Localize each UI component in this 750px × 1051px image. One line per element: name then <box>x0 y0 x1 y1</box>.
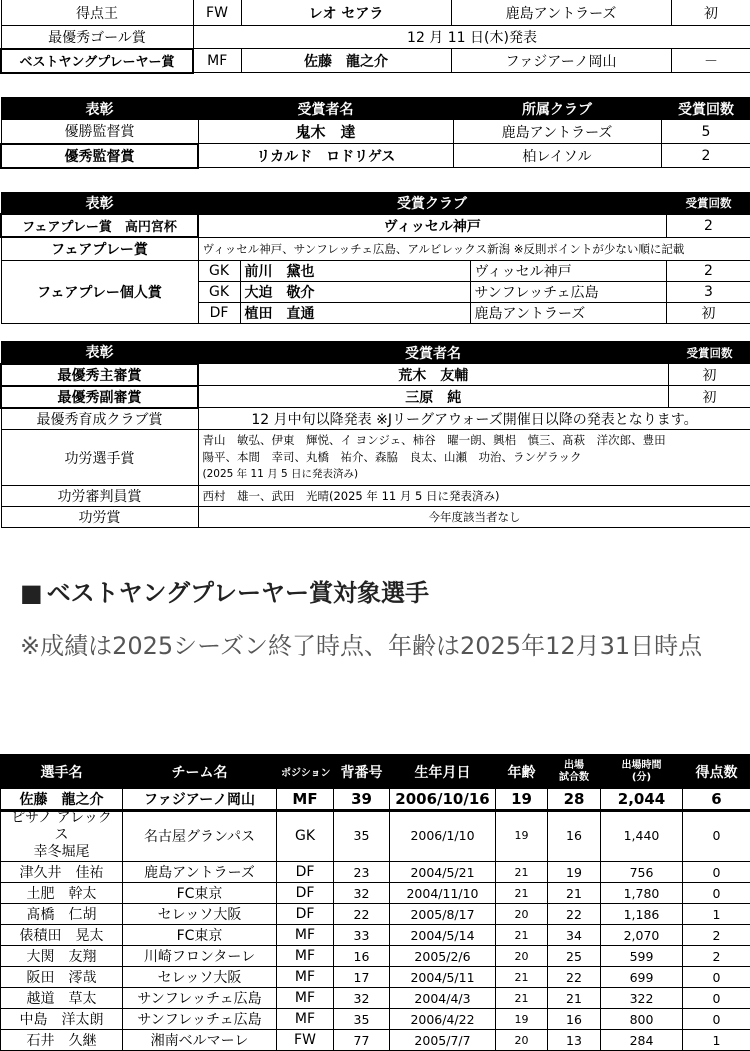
goals: 2 <box>683 925 750 946</box>
recipient-name: 三原 純 <box>198 386 668 408</box>
goals: 1 <box>683 1030 750 1051</box>
award-count: － <box>671 49 750 73</box>
team-name: サンフレッチェ広島 <box>123 1009 277 1030</box>
age: 21 <box>496 967 548 988</box>
position: MF <box>277 967 334 988</box>
goals: 0 <box>683 988 750 1009</box>
position: GK <box>198 260 240 281</box>
position: DF <box>277 904 334 925</box>
award-count: 初 <box>668 364 750 386</box>
column-header: 背番号 <box>334 755 390 789</box>
award-name: ベストヤングプレーヤー賞 <box>1 49 193 73</box>
position: MF <box>277 1009 334 1030</box>
position: DF <box>277 862 334 883</box>
table-row <box>1 386 750 408</box>
goals: 0 <box>683 862 750 883</box>
shirt-number: 16 <box>334 946 390 967</box>
minutes-played: 800 <box>601 1009 683 1030</box>
fairplay-awards-table <box>0 192 750 324</box>
table-header-row <box>1 755 750 789</box>
award-name: 得点王 <box>1 0 193 26</box>
player-name: 津久井 佳祐 <box>1 862 123 883</box>
team-name: サンフレッチェ広島 <box>123 988 277 1009</box>
recipient-name: リカルド ロドリゲス <box>198 144 453 168</box>
award-count: 初 <box>671 0 750 26</box>
table-row <box>1 408 750 430</box>
column-header: 受賞者名 <box>198 342 668 364</box>
goals: 0 <box>683 883 750 904</box>
award-name: 功労審判員賞 <box>1 486 198 507</box>
table-row <box>1 144 750 168</box>
table-row <box>1 120 750 144</box>
recipient-name: レオ セアラ <box>241 0 451 26</box>
birth-date: 2004/5/14 <box>390 925 496 946</box>
award-name: 最優秀育成クラブ賞 <box>1 408 198 430</box>
birth-date: 2005/7/7 <box>390 1030 496 1051</box>
award-note: 12 月中旬以降発表 ※Jリーグアウォーズ開催日以降の発表となります。 <box>198 408 750 430</box>
shirt-number: 22 <box>334 904 390 925</box>
goals: 2 <box>683 946 750 967</box>
birth-date: 2005/2/6 <box>390 946 496 967</box>
award-name: 功労選手賞 <box>1 430 198 486</box>
shirt-number: 33 <box>334 925 390 946</box>
award-name: 功労賞 <box>1 507 198 528</box>
player-rows <box>1 789 750 1051</box>
matches-played: 28 <box>548 789 601 810</box>
age: 20 <box>496 1030 548 1051</box>
minutes-played: 699 <box>601 967 683 988</box>
column-header: 受賞クラブ <box>198 193 666 215</box>
recipient-list <box>198 430 750 486</box>
club-name: 鹿島アントラーズ <box>453 120 661 144</box>
age: 19 <box>496 1009 548 1030</box>
matches-played: 13 <box>548 1030 601 1051</box>
shirt-number: 17 <box>334 967 390 988</box>
table-row <box>1 988 750 1009</box>
table-row <box>1 946 750 967</box>
team-name: FC東京 <box>123 883 277 904</box>
shirt-number: 35 <box>334 810 390 862</box>
matches-played: 34 <box>548 925 601 946</box>
column-header: 受賞回数 <box>661 98 750 120</box>
recipient-name: 佐藤 龍之介 <box>241 49 451 73</box>
player-name: ピサノ アレックス 幸冬堀尾 <box>1 810 123 862</box>
table-row <box>1 925 750 946</box>
section-note: ※成績は2025シーズン終了時点、年齢は2025年12月31日時点 <box>20 624 740 668</box>
shirt-number: 77 <box>334 1030 390 1051</box>
birth-date: 2004/5/11 <box>390 967 496 988</box>
award-note: 今年度該当者なし <box>198 507 750 528</box>
column-header: 表彰 <box>1 98 198 120</box>
birth-date: 2004/11/10 <box>390 883 496 904</box>
award-count: 2 <box>666 214 750 237</box>
matches-played: 22 <box>548 967 601 988</box>
player-name: 土肥 幹太 <box>1 883 123 904</box>
special-awards-table <box>0 341 750 528</box>
table-row <box>1 789 750 810</box>
award-count: 2 <box>666 260 750 281</box>
matches-played: 16 <box>548 1009 601 1030</box>
birth-date: 2006/4/22 <box>390 1009 496 1030</box>
award-name: 最優秀ゴール賞 <box>1 26 193 49</box>
minutes-played: 1,780 <box>601 883 683 904</box>
column-header: チーム名 <box>123 755 277 789</box>
goals: 0 <box>683 1009 750 1030</box>
recipient-list: 西村 雄一、武田 光晴(2025 年 11 月 5 日に発表済み) <box>198 486 750 507</box>
player-name: 中島 洋太朗 <box>1 1009 123 1030</box>
minutes-played: 284 <box>601 1030 683 1051</box>
award-count: 初 <box>668 386 750 408</box>
column-header: 選手名 <box>1 755 123 789</box>
age: 19 <box>496 810 548 862</box>
award-count: 初 <box>666 302 750 323</box>
table-row <box>1 810 750 862</box>
goals: 6 <box>683 789 750 810</box>
age: 21 <box>496 862 548 883</box>
minutes-played: 1,440 <box>601 810 683 862</box>
position: DF <box>198 302 240 323</box>
matches-played: 16 <box>548 810 601 862</box>
recipient-name: 荒木 友輔 <box>198 364 668 386</box>
shirt-number: 39 <box>334 789 390 810</box>
awards-table-top <box>0 0 750 74</box>
position: DF <box>277 883 334 904</box>
matches-played: 22 <box>548 904 601 925</box>
table-row <box>1 49 750 73</box>
player-name: 髙橋 仁胡 <box>1 904 123 925</box>
position: MF <box>277 946 334 967</box>
column-header: 表彰 <box>1 193 198 215</box>
player-name: 大関 友翔 <box>1 946 123 967</box>
goals: 0 <box>683 810 750 862</box>
table-row <box>1 237 750 260</box>
table-row <box>1 904 750 925</box>
young-players-table <box>0 754 750 1051</box>
team-name: セレッソ大阪 <box>123 967 277 988</box>
recipient-name: 前川 黛也 <box>240 260 470 281</box>
table-row <box>1 430 750 486</box>
award-name: フェアプレー賞 高円宮杯 <box>1 214 198 237</box>
position: MF <box>277 925 334 946</box>
table-row <box>1 364 750 386</box>
column-header: 表彰 <box>1 342 198 364</box>
recipient-name: 植田 直通 <box>240 302 470 323</box>
table-row <box>1 862 750 883</box>
player-name: 阪田 澪哉 <box>1 967 123 988</box>
birth-date: 2004/5/21 <box>390 862 496 883</box>
club-name: 鹿島アントラーズ <box>470 302 666 323</box>
table-header-row <box>1 98 750 120</box>
player-name: 越道 草太 <box>1 988 123 1009</box>
position: GK <box>198 281 240 302</box>
column-header: 受賞者名 <box>198 98 453 120</box>
club-name: ファジアーノ岡山 <box>451 49 671 73</box>
goals: 1 <box>683 904 750 925</box>
age: 21 <box>496 925 548 946</box>
award-name: フェアプレー個人賞 <box>1 260 198 323</box>
minutes-played: 1,186 <box>601 904 683 925</box>
team-name: 名古屋グランパス <box>123 810 277 862</box>
goals: 0 <box>683 967 750 988</box>
column-header: 受賞回数 <box>668 342 750 364</box>
table-row <box>1 260 750 281</box>
age: 21 <box>496 883 548 904</box>
birth-date: 2006/10/16 <box>390 789 496 810</box>
manager-awards-table <box>0 97 750 169</box>
minutes-played: 2,070 <box>601 925 683 946</box>
club-list: ヴィッセル神戸、サンフレッチェ広島、アルビレックス新潟 ※反則ポイントが少ない順に記載 <box>198 237 750 260</box>
recipient-list-line: (2025 年 11 月 5 日に発表済み) <box>203 466 747 483</box>
column-header: ポジション <box>277 755 334 789</box>
table-row <box>1 214 750 237</box>
award-count: 5 <box>661 120 750 144</box>
table-row <box>1 883 750 904</box>
recipient-name: 鬼木 達 <box>198 120 453 144</box>
recipient-name: 大迫 敬介 <box>240 281 470 302</box>
column-header: 年齢 <box>496 755 548 789</box>
minutes-played: 599 <box>601 946 683 967</box>
column-header: 所属クラブ <box>453 98 661 120</box>
minutes-played: 756 <box>601 862 683 883</box>
age: 20 <box>496 946 548 967</box>
table-row <box>1 0 750 26</box>
award-name: 優勝監督賞 <box>1 120 198 144</box>
shirt-number: 32 <box>334 988 390 1009</box>
table-row <box>1 26 750 49</box>
matches-played: 25 <box>548 946 601 967</box>
position: MF <box>193 49 241 73</box>
matches-played: 19 <box>548 862 601 883</box>
team-name: 湘南ベルマーレ <box>123 1030 277 1051</box>
column-header: 生年月日 <box>390 755 496 789</box>
column-header: 得点数 <box>683 755 750 789</box>
birth-date: 2005/8/17 <box>390 904 496 925</box>
column-header: 出場時間 (分) <box>601 755 683 789</box>
matches-played: 21 <box>548 883 601 904</box>
table-row <box>1 486 750 507</box>
position: FW <box>193 0 241 26</box>
table-row <box>1 967 750 988</box>
award-name: 優秀監督賞 <box>1 144 198 168</box>
award-count: 3 <box>666 281 750 302</box>
team-name: 鹿島アントラーズ <box>123 862 277 883</box>
position: FW <box>277 1030 334 1051</box>
award-name: 最優秀主審賞 <box>1 364 198 386</box>
shirt-number: 35 <box>334 1009 390 1030</box>
square-bullet-icon: ■ <box>20 579 43 607</box>
club-name: 鹿島アントラーズ <box>451 0 671 26</box>
column-header: 出場 試合数 <box>548 755 601 789</box>
table-header-row <box>1 193 750 215</box>
award-note: 12 月 11 日(木)発表 <box>193 26 750 49</box>
minutes-played: 322 <box>601 988 683 1009</box>
award-count: 2 <box>661 144 750 168</box>
position: MF <box>277 988 334 1009</box>
club-name: ヴィッセル神戸 <box>198 214 666 237</box>
player-name: 石井 久継 <box>1 1030 123 1051</box>
minutes-played: 2,044 <box>601 789 683 810</box>
award-name: フェアプレー賞 <box>1 237 198 260</box>
player-name: 佐藤 龍之介 <box>1 789 123 810</box>
section-title-text: ベストヤングプレーヤー賞対象選手 <box>47 579 429 607</box>
age: 21 <box>496 988 548 1009</box>
club-name: サンフレッチェ広島 <box>470 281 666 302</box>
position: MF <box>277 789 334 810</box>
table-header-row <box>1 342 750 364</box>
award-name: 最優秀副審賞 <box>1 386 198 408</box>
birth-date: 2006/1/10 <box>390 810 496 862</box>
table-row <box>1 507 750 528</box>
table-row <box>1 1030 750 1051</box>
column-header: 受賞回数 <box>666 193 750 215</box>
team-name: ファジアーノ岡山 <box>123 789 277 810</box>
team-name: セレッソ大阪 <box>123 904 277 925</box>
table-row <box>1 1009 750 1030</box>
player-name: 俵積田 晃太 <box>1 925 123 946</box>
team-name: FC東京 <box>123 925 277 946</box>
shirt-number: 32 <box>334 883 390 904</box>
age: 20 <box>496 904 548 925</box>
club-name: 柏レイソル <box>453 144 661 168</box>
age: 19 <box>496 789 548 810</box>
club-name: ヴィッセル神戸 <box>470 260 666 281</box>
birth-date: 2004/4/3 <box>390 988 496 1009</box>
recipient-list-line: 陽平、本間 幸司、丸橋 祐介、森脇 良太、山瀬 功治、ランゲラック <box>203 449 747 466</box>
position: GK <box>277 810 334 862</box>
team-name: 川崎フロンターレ <box>123 946 277 967</box>
matches-played: 21 <box>548 988 601 1009</box>
section-title <box>20 578 429 608</box>
shirt-number: 23 <box>334 862 390 883</box>
recipient-list-line: 青山 敏弘、伊東 輝悦、イ ヨンジェ、柿谷 曜一朗、興梠 慎三、髙萩 洋次郎、豊田 <box>203 432 747 449</box>
